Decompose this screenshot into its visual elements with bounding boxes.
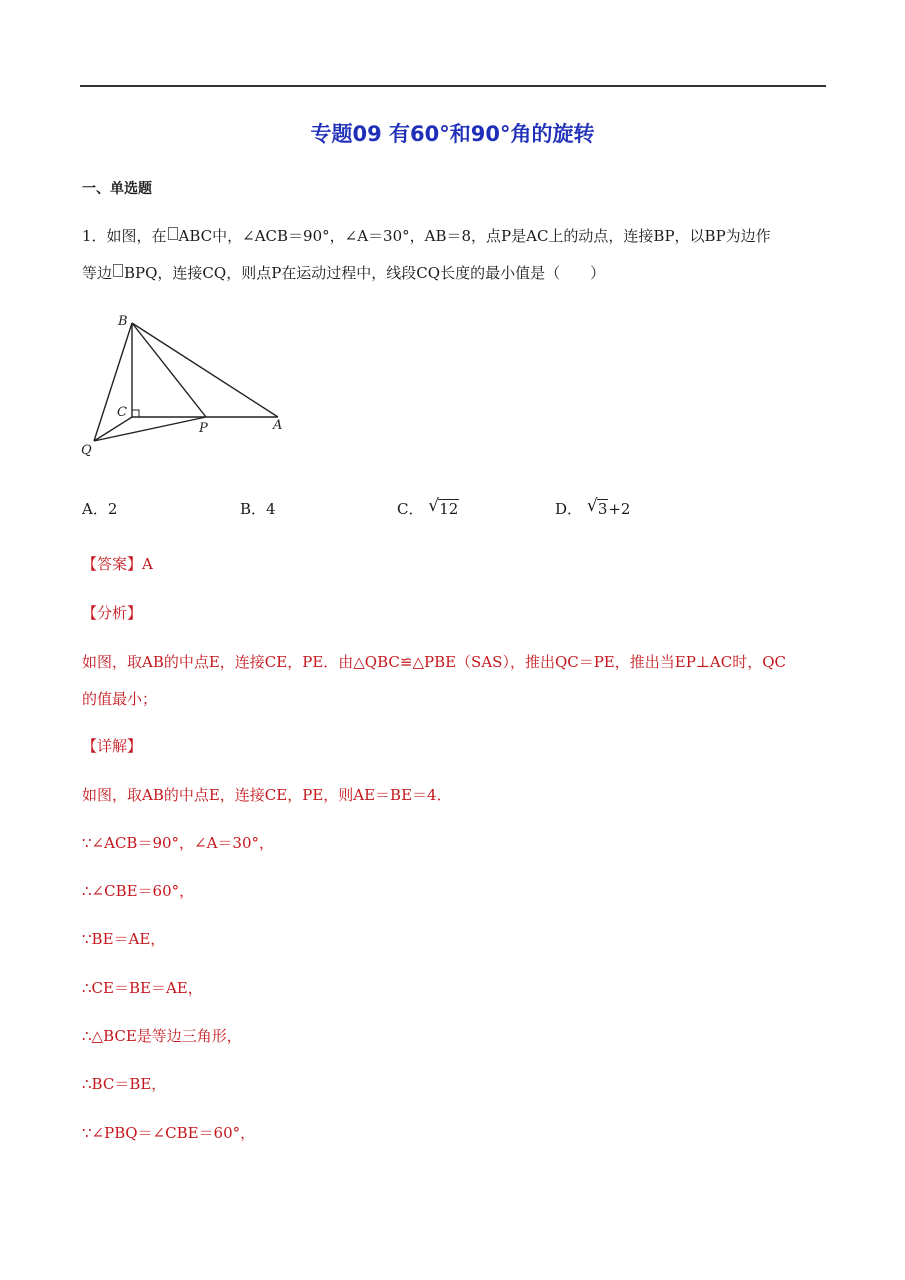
geometry-figure bbox=[78, 305, 293, 465]
segment-qp bbox=[94, 417, 206, 441]
page-title: 专题09 有60°和90°角的旋转 bbox=[310, 122, 595, 146]
radicand: 12 bbox=[439, 500, 459, 518]
detail-line: ∴BC＝BE， bbox=[82, 1075, 167, 1093]
detail-line: ∴∠CBE＝60°， bbox=[82, 882, 195, 900]
answer-line bbox=[82, 553, 153, 574]
right-angle-mark bbox=[132, 410, 139, 417]
segment-bp bbox=[132, 323, 206, 417]
option-a: A．2 bbox=[82, 500, 118, 518]
radicand: 3 bbox=[597, 500, 608, 518]
question-line-2 bbox=[82, 262, 605, 283]
detail-line: ∵∠ACB＝90°，∠A＝30°， bbox=[82, 834, 275, 852]
label-a: A bbox=[273, 418, 283, 433]
question-text: 1．如图，在 bbox=[82, 227, 167, 245]
analysis-label: 【分析】 bbox=[82, 604, 143, 622]
detail-line: ∴CE＝BE＝AE， bbox=[82, 979, 203, 997]
option-c-label: C． bbox=[397, 500, 424, 518]
label-p: P bbox=[199, 421, 208, 436]
answer-value: A bbox=[142, 555, 153, 573]
sqrt-expression: √ 3 bbox=[586, 496, 608, 518]
question-line-1 bbox=[82, 225, 771, 246]
analysis-line-2: 的值最小； bbox=[82, 690, 158, 708]
section-heading: 一、单选题 bbox=[82, 181, 152, 197]
question-text: 等边 bbox=[82, 264, 113, 282]
detail-label: 【详解】 bbox=[82, 737, 143, 755]
triangle-symbol-icon bbox=[113, 264, 123, 277]
triangle-symbol-icon bbox=[168, 227, 178, 240]
detail-line: ∴△BCE是等边三角形， bbox=[82, 1027, 242, 1045]
detail-line: 如图，取AB的中点E，连接CE，PE，则AE＝BE＝4． bbox=[82, 786, 452, 804]
question-text: ABC中，∠ACB＝90°，∠A＝30°，AB＝8，点P是AC上的动点，连接BP，以BP为边作 bbox=[178, 227, 771, 245]
analysis-line-1: 如图，取AB的中点E，连接CE，PE．由△QBC≌△PBE（SAS），推出QC＝PE，推出当EP⊥AC时，QC bbox=[82, 653, 786, 671]
header-rule bbox=[80, 85, 826, 87]
label-c: C bbox=[117, 405, 127, 420]
option-c bbox=[397, 498, 459, 519]
segment-ba bbox=[132, 323, 278, 417]
label-b: B bbox=[118, 314, 128, 329]
answer-label: 【答案】 bbox=[82, 555, 143, 573]
option-d-label: D． bbox=[555, 500, 583, 518]
option-d bbox=[555, 498, 630, 519]
sqrt-expression: √ 12 bbox=[428, 496, 459, 518]
option-b: B．4 bbox=[240, 500, 276, 518]
option-d-suffix: +2 bbox=[608, 500, 631, 518]
label-q: Q bbox=[81, 443, 92, 458]
segment-bq bbox=[94, 323, 132, 441]
detail-line: ∵∠PBQ＝∠CBE＝60°， bbox=[82, 1124, 256, 1142]
detail-line: ∵BE＝AE， bbox=[82, 930, 166, 948]
question-text: BPQ，连接CQ，则点P在运动过程中，线段CQ长度的最小值是（ ） bbox=[124, 264, 606, 282]
